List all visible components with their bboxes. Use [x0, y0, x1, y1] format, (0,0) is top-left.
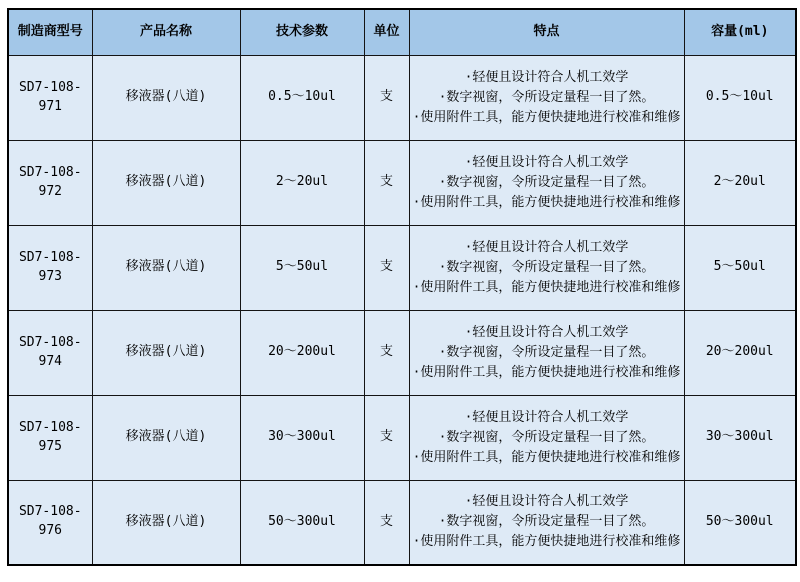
feature-line: ·数字视窗，令所设定量程一目了然。: [438, 429, 655, 445]
capacity-cell: 5～50ul: [684, 225, 796, 310]
feature-line: ·轻便且设计符合人机工效学: [464, 409, 629, 425]
unit-cell: 支: [364, 310, 409, 395]
table-row: [8, 55, 796, 140]
capacity-cell: 20～200ul: [684, 310, 796, 395]
feature-line: ·使用附件工具，能方便快捷地进行校准和维修: [412, 449, 681, 465]
capacity-cell: 50～300ul: [684, 480, 796, 565]
feature-line: ·数字视窗，令所设定量程一目了然。: [438, 259, 655, 275]
product-name-cell: 移液器(八道): [92, 395, 240, 480]
tech-spec-cell: 5～50ul: [240, 225, 364, 310]
product-name-cell: 移液器(八道): [92, 140, 240, 225]
column-header-product-name: 产品名称: [92, 9, 240, 55]
tech-spec-cell: 50～300ul: [240, 480, 364, 565]
model-cell: SD7-108-974: [8, 310, 92, 395]
spreadsheet-area: [7, 8, 797, 566]
column-header-tech-spec: 技术参数: [240, 9, 364, 55]
feature-line: ·轻便且设计符合人机工效学: [464, 494, 629, 510]
feature-line: ·轻便且设计符合人机工效学: [464, 239, 629, 255]
feature-line: ·轻便且设计符合人机工效学: [464, 324, 629, 340]
table-row: [8, 480, 796, 565]
feature-line: ·使用附件工具，能方便快捷地进行校准和维修: [412, 534, 681, 550]
features-cell: [409, 55, 684, 140]
capacity-cell: 2～20ul: [684, 140, 796, 225]
tech-spec-cell: 20～200ul: [240, 310, 364, 395]
product-name-cell: 移液器(八道): [92, 55, 240, 140]
table-row: [8, 395, 796, 480]
product-name-cell: 移液器(八道): [92, 480, 240, 565]
table-row: [8, 225, 796, 310]
column-header-capacity: 容量(ml): [684, 9, 796, 55]
unit-cell: 支: [364, 140, 409, 225]
unit-cell: 支: [364, 395, 409, 480]
model-cell: SD7-108-976: [8, 480, 92, 565]
tech-spec-cell: 2～20ul: [240, 140, 364, 225]
feature-line: ·数字视窗，令所设定量程一目了然。: [438, 514, 655, 530]
tech-spec-cell: 0.5～10ul: [240, 55, 364, 140]
model-cell: SD7-108-975: [8, 395, 92, 480]
features-cell: [409, 310, 684, 395]
feature-line: ·轻便且设计符合人机工效学: [464, 154, 629, 170]
features-cell: [409, 480, 684, 565]
capacity-cell: 0.5～10ul: [684, 55, 796, 140]
feature-line: ·数字视窗，令所设定量程一目了然。: [438, 174, 655, 190]
product-name-cell: 移液器(八道): [92, 225, 240, 310]
tech-spec-cell: 30～300ul: [240, 395, 364, 480]
model-cell: SD7-108-972: [8, 140, 92, 225]
feature-line: ·数字视窗，令所设定量程一目了然。: [438, 344, 655, 360]
feature-line: ·使用附件工具，能方便快捷地进行校准和维修: [412, 364, 681, 380]
column-header-unit: 单位: [364, 9, 409, 55]
unit-cell: 支: [364, 225, 409, 310]
feature-line: ·使用附件工具，能方便快捷地进行校准和维修: [412, 279, 681, 295]
product-name-cell: 移液器(八道): [92, 310, 240, 395]
table-row: [8, 140, 796, 225]
feature-line: ·使用附件工具，能方便快捷地进行校准和维修: [412, 109, 681, 125]
feature-line: ·数字视窗，令所设定量程一目了然。: [438, 89, 655, 105]
feature-line: ·使用附件工具，能方便快捷地进行校准和维修: [412, 194, 681, 210]
product-spec-table: [7, 8, 797, 566]
features-cell: [409, 395, 684, 480]
column-header-features: 特点: [409, 9, 684, 55]
feature-line: ·轻便且设计符合人机工效学: [464, 69, 629, 85]
features-cell: [409, 140, 684, 225]
features-cell: [409, 225, 684, 310]
unit-cell: 支: [364, 480, 409, 565]
capacity-cell: 30～300ul: [684, 395, 796, 480]
header-row: [8, 9, 796, 55]
table-row: [8, 310, 796, 395]
model-cell: SD7-108-971: [8, 55, 92, 140]
unit-cell: 支: [364, 55, 409, 140]
column-header-model: 制造商型号: [8, 9, 92, 55]
model-cell: SD7-108-973: [8, 225, 92, 310]
